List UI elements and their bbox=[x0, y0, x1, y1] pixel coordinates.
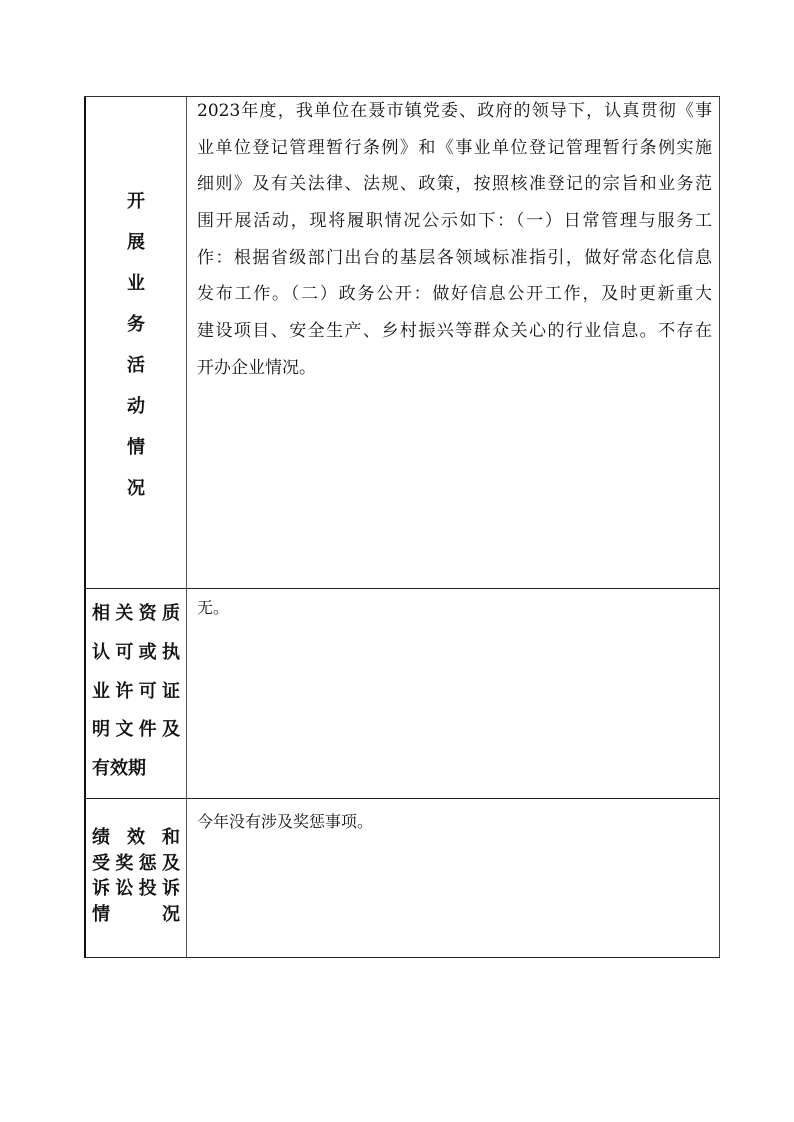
performance-content bbox=[187, 799, 720, 957]
label-line: 绩效和 bbox=[92, 827, 180, 848]
label-char: 展 bbox=[127, 232, 145, 253]
content-line: 开办企业情况。 bbox=[197, 357, 316, 378]
business-activities-content bbox=[187, 97, 720, 588]
label-char: 动 bbox=[127, 396, 145, 417]
content-line: 发布工作。（二）政务公开：做好信息公开工作，及时更新重大 bbox=[197, 284, 712, 305]
label-line: 诉讼投诉 bbox=[92, 878, 180, 899]
performance-row bbox=[84, 799, 720, 958]
label-char: 业 bbox=[127, 273, 145, 294]
content-line: 围开展活动，现将履职情况公示如下：（一）日常管理与服务工 bbox=[197, 211, 712, 232]
label-line: 有效期 bbox=[92, 758, 146, 780]
content-line: 细则》及有关法律、法规、政策，按照核准登记的宗旨和业务范 bbox=[197, 174, 712, 195]
business-activities-row bbox=[84, 97, 720, 589]
label-line: 相关资质 bbox=[92, 603, 180, 624]
label-char: 情 bbox=[127, 437, 145, 458]
label-char: 务 bbox=[127, 314, 145, 335]
qualification-content bbox=[187, 589, 720, 798]
content-text: 无。 bbox=[197, 598, 230, 617]
content-line: 业单位登记管理暂行条例》和《事业单位登记管理暂行条例实施 bbox=[197, 137, 712, 158]
label-char: 活 bbox=[127, 355, 145, 376]
qualification-label bbox=[84, 589, 187, 798]
qualification-row bbox=[84, 589, 720, 799]
business-activities-label bbox=[84, 97, 187, 588]
report-table bbox=[84, 96, 720, 958]
label-line: 业许可证 bbox=[92, 680, 180, 702]
label-line: 受奖惩及 bbox=[92, 852, 180, 874]
label-line: 情况 bbox=[92, 903, 180, 925]
label-line: 明文件及 bbox=[92, 719, 180, 741]
label-char: 开 bbox=[127, 191, 145, 212]
content-text: 今年没有涉及奖惩事项。 bbox=[197, 812, 374, 831]
content-line: 作：根据省级部门出台的基层各领域标准指引，做好常态化信息 bbox=[197, 247, 712, 268]
label-line: 认可或执 bbox=[92, 641, 180, 663]
label-char: 况 bbox=[127, 478, 145, 499]
performance-label bbox=[84, 799, 187, 957]
content-line: 2023年度，我单位在聂市镇党委、政府的领导下，认真贯彻《事 bbox=[197, 101, 712, 121]
content-line: 建设项目、安全生产、乡村振兴等群众关心的行业信息。不存在 bbox=[197, 321, 712, 342]
